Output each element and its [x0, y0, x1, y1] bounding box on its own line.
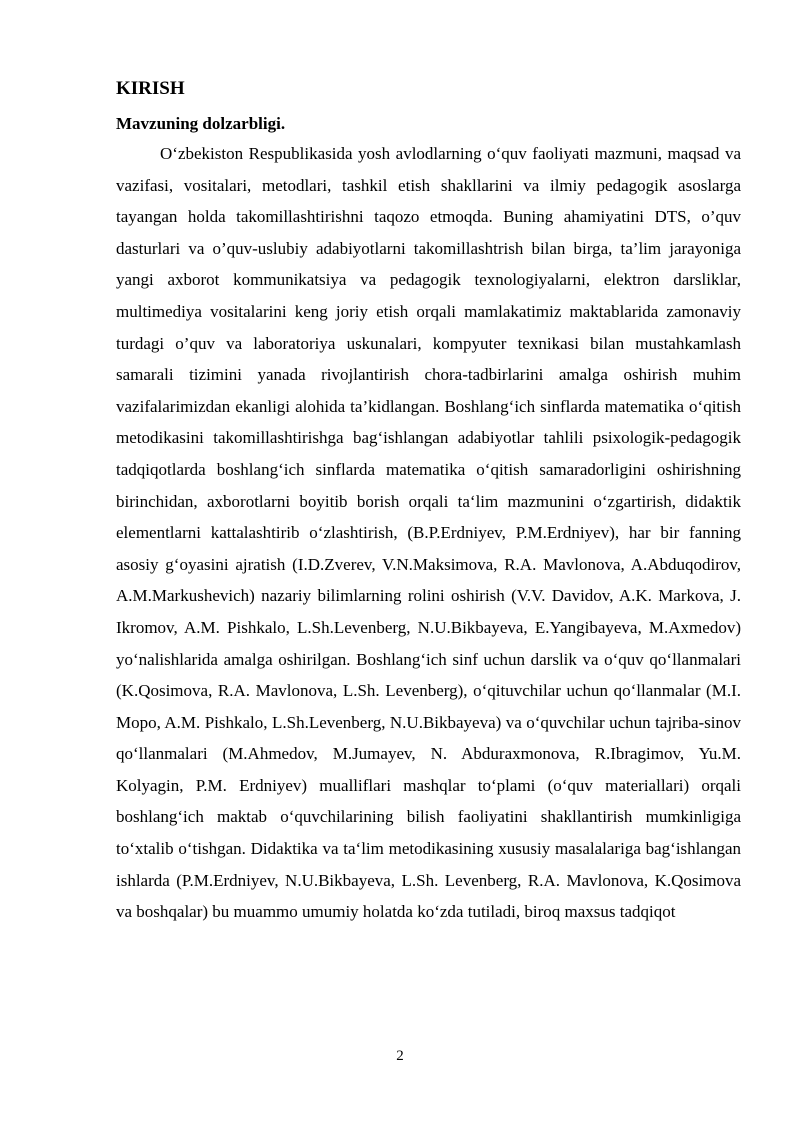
page-content: [116, 76, 741, 928]
subsection-heading: Mavzuning dolzarbligi.: [116, 114, 286, 133]
page-number: 2: [396, 1048, 404, 1064]
body-paragraph: O‘zbekiston Respublikasida yosh avlodlarning o‘quv faoliyati mazmuni, maqsad va vazifasi, vositalari, metodlari, tashkil etish shakllarini va ilmiy pedagogik asoslarga tayangan holda takomillashtirishni taqozo etmoqda. Buning ahamiyatini DTS, o’quv dasturlari va o’quv-uslubiy adabiyotlarni takomillashtrish bilan birga, ta’lim jarayoniga yangi axborot kommunikatsiya va pedagogik texnologiyalarni, elektron darsliklar, multimediya vositalarini keng joriy etish orqali mamlakatimiz maktablarida zamonaviy turdagi o’quv va laboratoriya uskunalari, kompyuter texnikasi bilan mustahkamlash samarali tizimini yanada rivojlantirish chora-tadbirlarini amalga oshirish muhim vazifalarimizdan ekanligi alohida ta’kidlangan. Boshlang‘ich sinflarda matematika o‘qitish metodikasini takomillashtirishga bag‘ishlangan adabiyotlar tahlili psixologik-pedagogik tadqiqotlarda boshlang‘ich sinflarda matematika o‘qitish samaradorligini oshirishning birinchidan, axborotlarni boyitib borish orqali ta‘lim mazmunini o‘zgartirish, didaktik elementlarni kattalashtirib o‘zlashtirish, (B.P.Erdniyev, P.M.Erdniyev), har bir fanning asosiy g‘oyasini ajratish (I.D.Zverev, V.N.Maksimova, R.A. Mavlonova, A.Abduqodirov, A.M.Markushevich) nazariy bilimlarning rolini oshirish (V.V. Davidov, A.K. Markova, J. Ikromov, A.M. Pishkalo, L.Sh.Levenberg, N.U.Bikbayeva, E.Yangibayeva, M.Axmedov) yo‘nalishlarida amalga oshirilgan. Boshlang‘ich sinf uchun darslik va o‘quv qo‘llanmalari (K.Qosimova, R.A. Mavlonova, L.Sh. Levenberg), o‘qituvchilar uchun qo‘llanmalar (M.I. Mopo, A.M. Pishkalo, L.Sh.Levenberg, N.U.Bikbayeva) va o‘quvchilar uchun tajriba-sinov qo‘llanmalari (M.Ahmedov, M.Jumayev, N. Abduraxmonova, R.Ibragimov, Yu.M. Kolyagin, P.M. Erdniyev) mualliflari mashqlar to‘plami (o‘quv materiallari) orqali boshlang‘ich maktab o‘quvchilarining bilish faoliyatini shakllantirish mumkinligiga to‘xtalib o‘tishgan. Didaktika va ta‘lim metodikasining xususiy masalalariga bag‘ishlangan ishlarda (P.M.Erdniyev, N.U.Bikbayeva, L.Sh. Levenberg, R.A. Mavlonova, K.Qosimova va boshqalar) bu muammo umumiy holatda ko‘zda tutiladi, biroq maxsus tadqiqot: [116, 144, 741, 922]
section-heading: KIRISH: [116, 78, 185, 99]
